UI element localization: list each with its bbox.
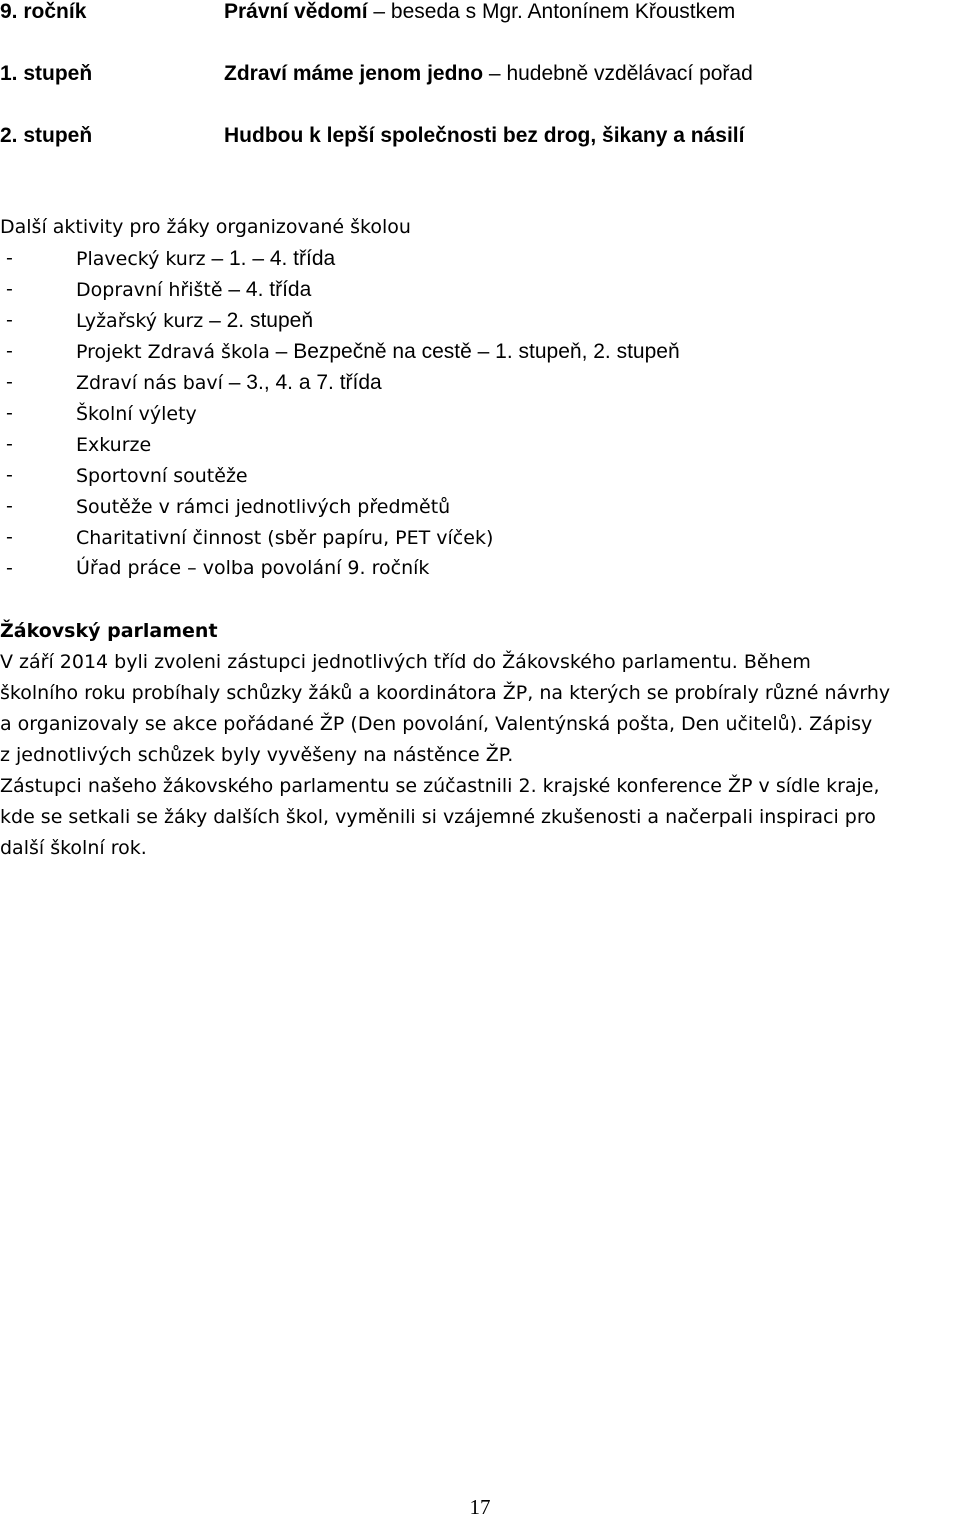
parliament-heading: Žákovský parlament [0, 620, 218, 642]
activities-heading: Další aktivity pro žáky organizované školou [0, 216, 411, 238]
list-item-text: Sportovní soutěže [76, 465, 248, 487]
activities-section [0, 212, 960, 584]
list-item-tail: – 3., 4. a 7. třída [222, 371, 382, 394]
program-title: Hudbou k lepší společnosti bez drog, šikany a násilí [224, 124, 745, 147]
program-text [224, 0, 735, 27]
list-dash: - [6, 495, 13, 517]
list-dash: - [6, 340, 13, 362]
list-item [0, 305, 960, 336]
list-dash: - [6, 402, 13, 424]
list-dash: - [6, 557, 13, 579]
program-title: Právní vědomí [224, 0, 368, 23]
list-item-tail: – Bezpečně na cestě – 1. stupeň, 2. stupeň [269, 340, 680, 363]
list-item-tail: – 4. třída [222, 278, 312, 301]
paragraph-line: školního roku probíhaly schůzky žáků a koordinátora ŽP, na kterých se probíraly různé návrhy [0, 682, 891, 704]
program-row [0, 120, 960, 151]
list-dash: - [6, 247, 13, 269]
program-detail: hudebně vzdělávací pořad [506, 62, 753, 85]
program-text [224, 58, 753, 89]
program-grade: 9. ročník [0, 0, 87, 23]
paragraph-line: z jednotlivých schůzek byly vyvěšeny na nástěnce ŽP. [0, 744, 514, 766]
paragraph-line: Zástupci našeho žákovského parlamentu se zúčastnili 2. krajské konference ŽP v sídle kraje, [0, 775, 880, 797]
program-grade: 2. stupeň [0, 124, 93, 147]
program-row [0, 0, 960, 27]
list-dash: - [6, 526, 13, 548]
list-item-text: Soutěže v rámci jednotlivých předmětů [76, 496, 451, 518]
list-item-text: Lyžařský kurz [76, 310, 204, 332]
program-text [224, 120, 744, 151]
list-item-tail: – 1. – 4. třída [205, 247, 336, 270]
list-dash: - [6, 433, 13, 455]
program-title: Zdraví máme jenom jedno [224, 62, 484, 85]
parliament-section [0, 616, 960, 864]
list-item-tail: – volba povolání 9. ročník [181, 557, 430, 579]
program-separator: – [367, 0, 391, 23]
program-row [0, 58, 960, 89]
programs-table [0, 0, 960, 151]
page-number: 17 [469, 1495, 491, 1519]
list-dash: - [6, 371, 13, 393]
list-item-text: Exkurze [76, 434, 152, 456]
list-item [0, 460, 960, 491]
program-detail: beseda s Mgr. Antonínem Křoustkem [390, 0, 736, 23]
list-dash: - [6, 309, 13, 331]
list-item-text: Školní výlety [76, 403, 197, 425]
list-item-text: Zdraví nás baví [76, 372, 223, 394]
list-item [0, 553, 960, 584]
list-dash: - [6, 464, 13, 486]
paragraph-line: kde se setkali se žáky dalších škol, vyměnili si vzájemné zkušenosti a načerpali inspiraci pro [0, 806, 876, 828]
paragraph-line: V září 2014 byli zvoleni zástupci jednotlivých tříd do Žákovského parlamentu. Během [0, 651, 811, 673]
list-item [0, 522, 960, 553]
list-item [0, 398, 960, 429]
program-grade: 1. stupeň [0, 62, 93, 85]
activities-list [0, 243, 960, 584]
list-item-tail: – 2. stupeň [203, 309, 314, 332]
list-item [0, 429, 960, 460]
list-item-text: Úřad práce [76, 557, 182, 579]
list-item [0, 336, 960, 367]
paragraph-line: a organizovaly se akce pořádané ŽP (Den povolání, Valentýnská pošta, Den učitelů). Zápisy [0, 713, 873, 735]
list-item-text: Plavecký kurz [76, 248, 206, 270]
program-separator: – [483, 62, 507, 85]
list-item-text: Projekt Zdravá škola [76, 341, 270, 363]
list-dash: - [6, 278, 13, 300]
list-item-text: Charitativní činnost (sběr papíru, PET víček) [76, 527, 494, 549]
list-item [0, 491, 960, 522]
list-item-text: Dopravní hřiště [76, 279, 223, 301]
list-item [0, 243, 960, 274]
paragraph-line: další školní rok. [0, 837, 147, 859]
list-item [0, 367, 960, 398]
list-item [0, 274, 960, 305]
